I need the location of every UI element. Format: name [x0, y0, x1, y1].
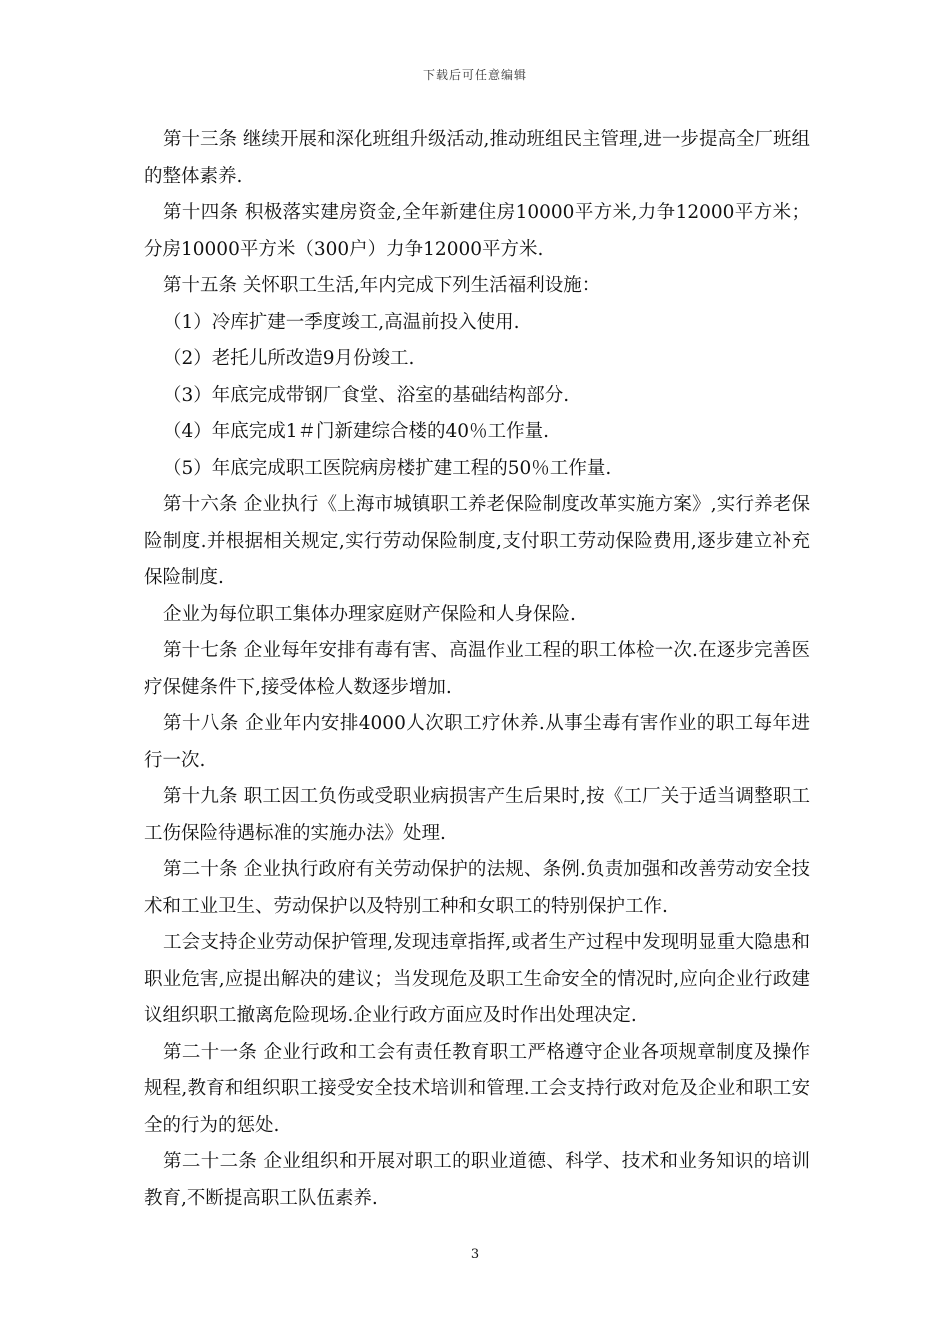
paragraph-insurance: 企业为每位职工集体办理家庭财产保险和人身保险.: [163, 603, 576, 625]
list-item: （5）年底完成职工医院病房楼扩建工程的50％工作量.: [163, 457, 612, 479]
paragraph-article-15: 第十五条 关怀职工生活,年内完成下列生活福利设施：: [163, 275, 601, 296]
paragraph-article-18: 第十八条 企业年内安排4000人次职工疗休养.从事尘毒有害作业的职工每年进行一次.: [144, 713, 810, 771]
list-item: （2）老托儿所改造9月份竣工.: [163, 348, 415, 369]
paragraph-article-14: 第十四条 积极落实建房资金,全年新建住房10000平方米,力争12000平方米；分房10000平方米（300户）力争12000平方米.: [144, 202, 810, 260]
paragraph-article-21: 第二十一条 企业行政和工会有责任教育职工严格遵守企业各项规章制度及操作规程,教育和组织职工接受安全技术培训和管理.工会支持行政对危及企业和职工安全的行为的惩处.: [144, 1041, 810, 1136]
list-item: （1）冷库扩建一季度竣工,高温前投入使用.: [163, 311, 520, 333]
list-item: （4）年底完成1＃门新建综合楼的40％工作量.: [163, 421, 549, 442]
paragraph-article-16: 第十六条 企业执行《上海市城镇职工养老保险制度改革实施方案》,实行养老保险制度.并根据相关规定,实行劳动保险制度,支付职工劳动保险费用,逐步建立补充保险制度.: [144, 494, 810, 588]
document-body: [144, 122, 810, 1217]
page-number: 3: [470, 1247, 480, 1262]
page-header: 下载后可任意编辑: [422, 68, 527, 82]
paragraph-article-17: 第十七条 企业每年安排有毒有害、高温作业工程的职工体检一次.在逐步完善医疗保健条件下,接受体检人数逐步增加.: [144, 640, 810, 698]
list-item: （3）年底完成带钢厂食堂、浴室的基础结构部分.: [163, 384, 570, 406]
paragraph-union-support: 工会支持企业劳动保护管理,发现违章指挥,或者生产过程中发现明显重大隐患和职业危害,应提出解决的建议；当发现危及职工生命安全的情况时,应向企业行政建议组织职工撤离危险现场.企业行政方面应及时作出处理决定.: [144, 932, 810, 1026]
paragraph-article-13: 第十三条 继续开展和深化班组升级活动,推动班组民主管理,进一步提高全厂班组的整体素养.: [144, 129, 810, 187]
paragraph-article-20: 第二十条 企业执行政府有关劳动保护的法规、条例.负责加强和改善劳动安全技术和工业卫生、劳动保护以及特别工种和女职工的特别保护工作.: [144, 859, 810, 917]
paragraph-article-19: 第十九条 职工因工负伤或受职业病损害产生后果时,按《工厂关于适当调整职工工伤保险待遇标准的实施办法》处理.: [144, 786, 810, 844]
paragraph-article-22: 第二十二条 企业组织和开展对职工的职业道德、科学、技术和业务知识的培训教育,不断提高职工队伍素养.: [144, 1151, 810, 1209]
